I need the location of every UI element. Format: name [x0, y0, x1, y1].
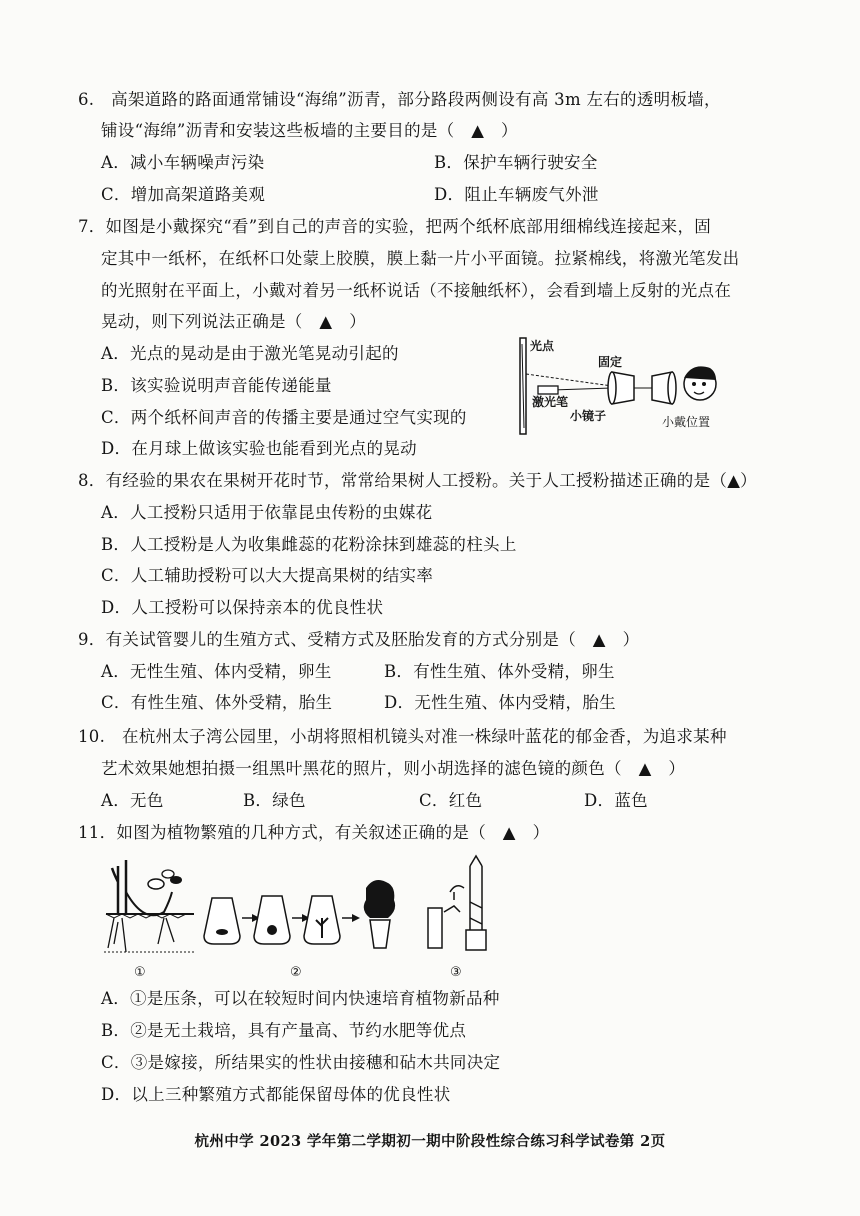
laser-beam-reflected	[526, 374, 612, 386]
grafting-drawing	[428, 856, 486, 950]
q11-stem-line1: 11．如图为植物繁殖的几种方式，有关叙述正确的是（ ▲ ）	[78, 823, 550, 842]
layering-drawing	[104, 860, 194, 952]
tissue-culture-drawing	[204, 880, 395, 948]
q10-option-b: B．绿色	[243, 791, 306, 810]
label-dai-position: 小戴位置	[662, 415, 711, 429]
q8-option-d: D．人工授粉可以保持亲本的优良性状	[101, 598, 384, 617]
q11-option-d: D．以上三种繁殖方式都能保留母体的优良性状	[101, 1085, 451, 1104]
q11-option-c: C．③是嫁接，所结果实的性状由接穗和砧木共同决定	[101, 1053, 501, 1072]
q7-stem-line4: 晃动，则下列说法正确是（ ▲ ）	[101, 312, 366, 331]
q9-option-a: A．无性生殖、体内受精，卵生	[101, 662, 332, 681]
q7-option-a: A．光点的晃动是由于激光笔晃动引起的	[101, 344, 399, 363]
label-method-1: ①	[134, 965, 146, 980]
q9-option-b: B．有性生殖、体外受精，卵生	[384, 662, 615, 681]
q9-stem-line1: 9．有关试管婴儿的生殖方式、受精方式及胚胎发育的方式分别是（ ▲ ）	[78, 630, 640, 649]
q10-stem-line1: 10. 在杭州太子湾公园里，小胡将照相机镜头对准一株绿叶蓝花的郁金香，为追求某种	[78, 727, 727, 746]
q6-option-b: B．保护车辆行驶安全	[434, 153, 598, 172]
label-mirror: 小镜子	[570, 409, 607, 423]
label-laser-pen: 激光笔	[532, 395, 569, 409]
q10-stem-line2: 艺术效果她想拍摄一组黑叶黑花的照片，则小胡选择的滤色镜的颜色（ ▲ ）	[101, 759, 686, 778]
q7-experiment-figure	[512, 334, 732, 438]
q11-propagation-figure	[104, 852, 504, 980]
q6-stem-line1: 6. 高架道路的路面通常铺设“海绵”沥青，部分路段两侧设有高 3m 左右的透明板墙，	[78, 90, 721, 109]
q8-option-b: B．人工授粉是人为收集雌蕊的花粉涂抹到雄蕊的柱头上	[101, 535, 517, 554]
q7-stem-line3: 的光照射在平面上，小戴对着另一纸杯说话（不接触纸杯），会看到墙上反射的光点在	[101, 281, 732, 300]
q7-option-b: B．该实验说明声音能传递能量	[101, 376, 332, 395]
laser-pen-shape	[538, 386, 558, 394]
q7-option-c: C．两个纸杯间声音的传播主要是通过空气实现的	[101, 408, 467, 427]
label-method-3: ③	[450, 965, 462, 980]
q11-option-b: B．②是无土栽培，具有产量高、节约水肥等优点	[101, 1021, 467, 1040]
q6-option-d: D．阻止车辆废气外泄	[434, 185, 599, 204]
label-method-2: ②	[290, 965, 302, 980]
laser-beam-incident	[552, 388, 612, 390]
q7-option-d: D．在月球上做该实验也能看到光点的晃动	[101, 439, 417, 458]
q8-stem-line1: 8．有经验的果农在果树开花时节，常常给果树人工授粉。关于人工授粉描述正确的是（▲）	[78, 471, 757, 490]
q6-option-a: A．减小车辆噪声污染	[101, 153, 265, 172]
q6-option-c: C．增加高架道路美观	[101, 185, 266, 204]
q6-stem-line2: 铺设“海绵”沥青和安装这些板墙的主要目的是（ ▲ ）	[101, 121, 518, 140]
q7-stem-line1: 7．如图是小戴探究“看”到自己的声音的实验，把两个纸杯底部用细棉线连接起来，固	[78, 217, 712, 236]
q7-stem-line2: 定其中一纸杯，在纸杯口处蒙上胶膜，膜上黏一片小平面镜。拉紧棉线，将激光笔发出	[101, 249, 740, 268]
q10-option-c: C．红色	[419, 791, 483, 810]
q9-option-c: C．有性生殖、体外受精，胎生	[101, 693, 333, 712]
q11-option-a: A．①是压条，可以在较短时间内快速培育植物新品种	[101, 989, 500, 1008]
q10-option-a: A．无色	[101, 791, 164, 810]
label-light-spot: 光点	[530, 339, 555, 353]
q8-option-a: A．人工授粉只适用于依靠昆虫传粉的虫媒花	[101, 503, 433, 522]
q8-option-c: C．人工辅助授粉可以大大提高果树的结实率	[101, 566, 434, 585]
q9-option-d: D．无性生殖、体内受精，胎生	[384, 693, 616, 712]
label-fixed: 固定	[598, 355, 623, 369]
q10-option-d: D．蓝色	[584, 791, 648, 810]
page-footer: 杭州中学 2023 学年第二学期初一期中阶段性综合练习科学试卷第 2页	[194, 1133, 666, 1150]
